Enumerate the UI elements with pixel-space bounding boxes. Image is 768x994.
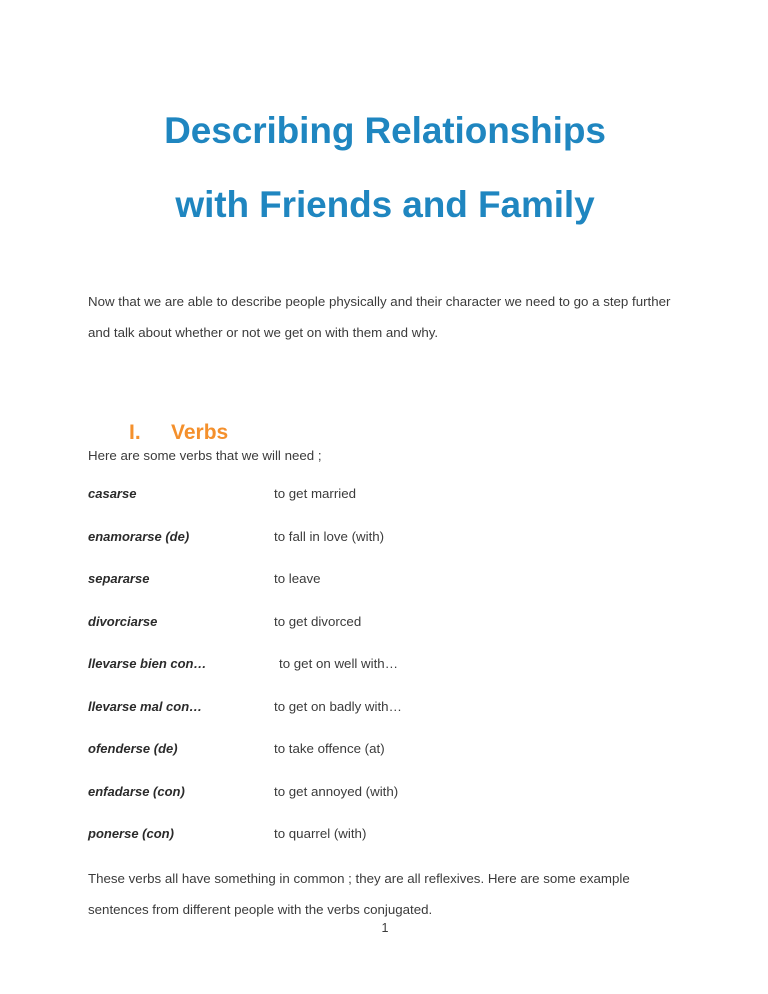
vocabulary-term: llevarse mal con…: [88, 698, 203, 714]
vocabulary-row: [88, 739, 682, 782]
vocabulary-definition: to take offence (at): [274, 741, 385, 756]
vocabulary-row: [88, 824, 682, 867]
vocabulary-definition: to fall in love (with): [274, 528, 385, 544]
vocabulary-definition: to leave: [274, 571, 321, 586]
vocabulary-definition: to get on badly with…: [274, 698, 402, 714]
vocabulary-definition: to get annoyed (with): [274, 783, 399, 799]
vocabulary-term: llevarse bien con…: [88, 656, 207, 671]
vocabulary-list: [88, 484, 682, 867]
vocabulary-row: [88, 782, 682, 825]
vocabulary-term: ponerse (con): [88, 826, 174, 841]
page-title-line-2: with Friends and Family: [175, 184, 595, 225]
page-title-line-1: Describing Relationships: [164, 110, 606, 151]
vocabulary-term: divorciarse: [88, 613, 158, 629]
vocabulary-term: ofenderse (de): [88, 741, 178, 756]
vocabulary-term: enfadarse (con): [88, 783, 185, 799]
verbs-lead-text: Here are some verbs that we will need ;: [88, 448, 322, 463]
closing-paragraph: These verbs all have something in common ; they are all reflexives. Here are some example sentences from different people with the verbs conjugated.: [88, 871, 630, 917]
vocabulary-row: [88, 569, 682, 612]
vocabulary-definition: to quarrel (with): [274, 826, 367, 841]
vocabulary-row: [88, 612, 682, 655]
section-number: I.: [129, 421, 141, 445]
vocabulary-term: separarse: [88, 571, 150, 586]
vocabulary-row: [88, 654, 682, 697]
vocabulary-row: [88, 697, 682, 740]
vocabulary-term: casarse: [88, 486, 137, 501]
vocabulary-definition: to get divorced: [274, 613, 362, 629]
vocabulary-row: [88, 484, 682, 527]
vocabulary-definition: to get married: [274, 486, 357, 501]
section-title: Verbs: [171, 421, 229, 445]
vocabulary-row: [88, 527, 682, 570]
vocabulary-definition: to get on well with…: [279, 656, 398, 671]
vocabulary-term: enamorarse (de): [88, 528, 190, 544]
page-number: 1: [381, 921, 389, 935]
intro-paragraph: Now that we are able to describe people physically and their character we need to go a step further and talk about whether or not we get on with them and why.: [88, 294, 671, 340]
